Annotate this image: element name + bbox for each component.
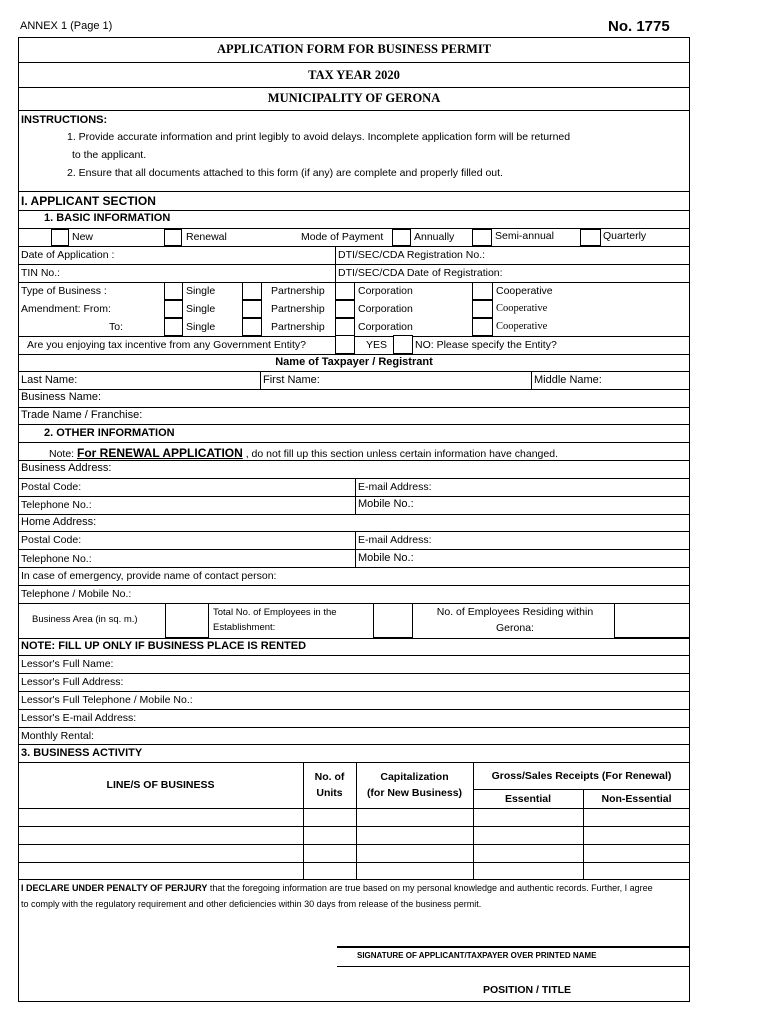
partnership-label: Partnership <box>271 285 325 297</box>
first-name-field[interactable]: First Name: <box>263 374 320 386</box>
business-area-input[interactable] <box>165 603 209 638</box>
note-prefix: Note: <box>49 448 78 460</box>
municipality: MUNICIPALITY OF GERONA <box>267 91 441 105</box>
corporation-label: Corporation <box>358 285 413 297</box>
instruction-2: 2. Ensure that all documents attached to this form (if any) are complete and properly filled out. <box>67 167 503 179</box>
last-name-field[interactable]: Last Name: <box>21 374 78 386</box>
basic-info-heading: 1. BASIC INFORMATION <box>44 212 171 224</box>
employees-residing-input[interactable] <box>614 603 690 638</box>
renewal-note <box>49 446 558 460</box>
date-of-application-field[interactable]: Date of Application : <box>21 249 115 261</box>
incentive-no-checkbox[interactable] <box>393 335 413 354</box>
other-info-heading: 2. OTHER INFORMATION <box>44 427 175 439</box>
corporation-checkbox[interactable] <box>335 282 355 300</box>
partnership-from-checkbox[interactable] <box>242 300 262 318</box>
corporation-from-label: Corporation <box>358 303 413 315</box>
form-title: APPLICATION FORM FOR BUSINESS PERMIT <box>216 42 492 56</box>
mode-of-payment-label: Mode of Payment <box>301 231 384 243</box>
monthly-rental-field[interactable]: Monthly Rental: <box>21 730 94 742</box>
partnership-to-label: Partnership <box>271 321 325 333</box>
home-address-field[interactable]: Home Address: <box>21 516 97 528</box>
home-email-field[interactable]: E-mail Address: <box>358 534 432 546</box>
lessor-email-field[interactable]: Lessor's E-mail Address: <box>21 712 137 724</box>
trade-name-field[interactable]: Trade Name / Franchise: <box>21 409 143 421</box>
amendment-from-label: Amendment: From: <box>21 303 111 315</box>
form-number: No. 1775 <box>608 18 670 35</box>
incentive-yes-checkbox[interactable] <box>335 335 355 354</box>
incentive-no-label: NO: Please specify the Entity? <box>415 339 557 351</box>
emergency-contact-field[interactable]: In case of emergency, provide name of contact person: <box>21 570 277 582</box>
tax-incentive-question: Are you enjoying tax incentive from any Government Entity? <box>27 339 306 351</box>
declaration-line-2: to comply with the regulatory requirement and other deficiencies within 30 days from release of the business permit. <box>21 899 482 909</box>
cooperative-from-checkbox[interactable] <box>472 300 493 318</box>
col-lines-of-business: LINE/S OF BUSINESS <box>106 779 215 791</box>
instruction-1: 1. Provide accurate information and print legibly to avoid delays. Incomplete application form will be returned <box>67 131 571 143</box>
home-postal-code-field[interactable]: Postal Code: <box>21 534 82 546</box>
position-title-caption: POSITION / TITLE <box>482 984 572 996</box>
renewal-checkbox[interactable] <box>164 229 182 246</box>
col-no-of-units: No. of <box>314 771 345 783</box>
business-email-field[interactable]: E-mail Address: <box>358 481 432 493</box>
declaration-bold: I DECLARE UNDER PENALTY OF PERJURY <box>21 883 208 893</box>
declaration-line-1 <box>21 883 653 893</box>
emergency-telephone-field[interactable]: Telephone / Mobile No.: <box>21 588 132 600</box>
quarterly-label: Quarterly <box>603 230 647 242</box>
new-label: New <box>72 231 94 243</box>
annex-label: ANNEX 1 (Page 1) <box>20 20 113 32</box>
corporation-to-checkbox[interactable] <box>335 318 355 336</box>
instruction-1-cont: to the applicant. <box>72 149 147 161</box>
business-activity-heading: 3. BUSINESS ACTIVITY <box>21 747 143 759</box>
corporation-to-label: Corporation <box>358 321 413 333</box>
business-name-field[interactable]: Business Name: <box>21 391 102 403</box>
col-capitalization-cont: (for New Business) <box>366 787 463 799</box>
note-rest: , do not fill up this section unless certain information have changed. <box>242 448 558 460</box>
semi-annual-label: Semi-annual <box>495 230 554 242</box>
signature-caption: SIGNATURE OF APPLICANT/TAXPAYER OVER PRINTED NAME <box>357 951 597 960</box>
total-employees-label: Total No. of Employees in the <box>213 607 337 618</box>
employees-residing-label: No. of Employees Residing within <box>436 606 594 618</box>
single-to-checkbox[interactable] <box>164 318 183 336</box>
single-from-label: Single <box>186 303 216 315</box>
declaration-rest: that the foregoing information are true based on my personal knowledge and authentic records. Further, I agree <box>207 883 653 893</box>
cooperative-to-label: Cooperative <box>496 321 548 332</box>
corporation-from-checkbox[interactable] <box>335 300 355 318</box>
cooperative-label: Cooperative <box>496 285 553 297</box>
col-no-of-units-cont: Units <box>316 787 343 799</box>
incentive-yes-label: YES <box>366 339 388 351</box>
partnership-checkbox[interactable] <box>242 282 262 300</box>
renewal-application-emphasis: For RENEWAL APPLICATION <box>77 446 243 460</box>
col-gross-sales: Gross/Sales Receipts (For Renewal) <box>491 770 672 782</box>
single-label: Single <box>186 285 216 297</box>
amendment-to-label: To: <box>109 321 124 333</box>
col-capitalization: Capitalization <box>380 771 449 783</box>
annually-label: Annually <box>414 231 455 243</box>
dti-date-field[interactable]: DTI/SEC/CDA Date of Registration: <box>338 267 503 279</box>
home-telephone-field[interactable]: Telephone No.: <box>21 553 92 565</box>
business-mobile-field[interactable]: Mobile No.: <box>358 498 414 510</box>
employees-residing-label-cont: Gerona: <box>496 622 534 634</box>
name-of-taxpayer-heading: Name of Taxpayer / Registrant <box>275 356 433 368</box>
business-address-field[interactable]: Business Address: <box>21 462 112 474</box>
middle-name-field[interactable]: Middle Name: <box>534 374 602 386</box>
total-employees-label-cont: Establishment: <box>213 622 276 633</box>
type-of-business-label: Type of Business : <box>21 285 107 297</box>
business-telephone-field[interactable]: Telephone No.: <box>21 499 92 511</box>
cooperative-checkbox[interactable] <box>472 282 493 300</box>
form-frame <box>18 37 690 1002</box>
lessor-name-field[interactable]: Lessor's Full Name: <box>21 658 114 670</box>
partnership-from-label: Partnership <box>271 303 325 315</box>
cooperative-from-label: Cooperative <box>496 303 548 314</box>
single-from-checkbox[interactable] <box>164 300 183 318</box>
business-area-label: Business Area (in sq. m.) <box>32 614 138 625</box>
applicant-section-heading: I. APPLICANT SECTION <box>21 194 156 208</box>
annually-checkbox[interactable] <box>392 229 411 246</box>
dti-registration-field[interactable]: DTI/SEC/CDA Registration No.: <box>338 249 486 261</box>
single-checkbox[interactable] <box>164 282 183 300</box>
new-checkbox[interactable] <box>51 229 69 246</box>
tax-year: TAX YEAR 2020 <box>308 68 400 82</box>
col-essential: Essential <box>504 793 552 805</box>
partnership-to-checkbox[interactable] <box>242 318 262 336</box>
home-mobile-field[interactable]: Mobile No.: <box>358 552 414 564</box>
business-postal-code-field[interactable]: Postal Code: <box>21 481 82 493</box>
single-to-label: Single <box>186 321 216 333</box>
rented-note-heading: NOTE: FILL UP ONLY IF BUSINESS PLACE IS RENTED <box>21 640 307 652</box>
quarterly-checkbox[interactable] <box>580 229 601 246</box>
cooperative-to-checkbox[interactable] <box>472 318 493 336</box>
tin-field[interactable]: TIN No.: <box>21 267 61 279</box>
instructions-heading: INSTRUCTIONS: <box>21 114 108 126</box>
renewal-label: Renewal <box>186 231 227 243</box>
total-employees-input[interactable] <box>373 603 413 638</box>
col-non-essential: Non-Essential <box>601 793 672 805</box>
lessor-phone-field[interactable]: Lessor's Full Telephone / Mobile No.: <box>21 694 193 706</box>
signature-line[interactable] <box>337 946 690 948</box>
lessor-address-field[interactable]: Lessor's Full Address: <box>21 676 124 688</box>
semi-annual-checkbox[interactable] <box>472 229 492 246</box>
